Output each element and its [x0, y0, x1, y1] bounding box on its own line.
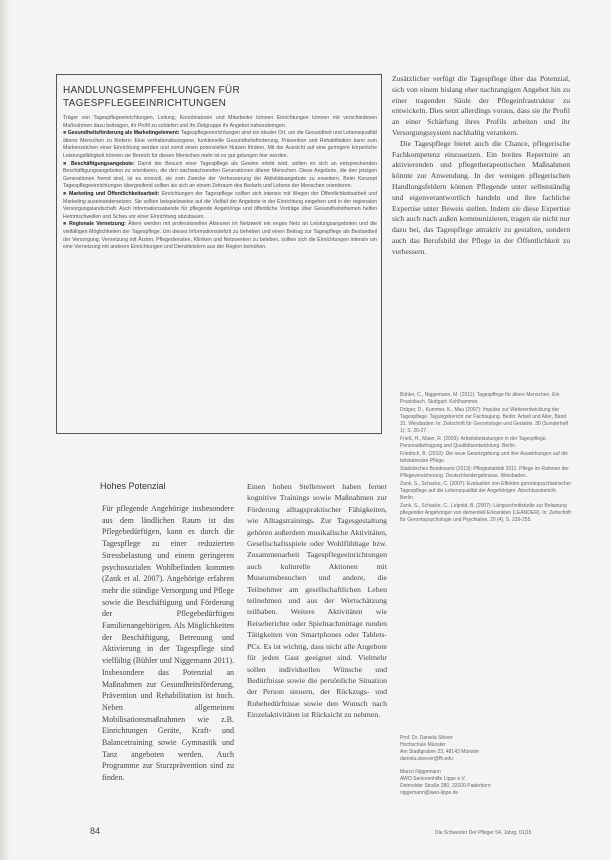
- box-title-line: TAGESPFLEGEEINRICHTUNGEN: [63, 98, 227, 109]
- box-item-head: Regionale Vernetzung:: [69, 221, 126, 228]
- box-intro: Träger von Tagespflegeeinrichtungen, Leitung, Koordinatoren und Mitarbeiter können Einrichtungen können mit verschiedenen Maßnahmen dazu beitragen, ihr Profil zu schärfen und ihr Zielgruppe ihr Angebot nahezubringen.: [63, 115, 377, 129]
- paragraph: Die Tagespflege bietet auch die Chance, pflegerische Fachkompetenz einzusetzen. Ein breites Repertoire an aktivierenden und pflegetherapeutischen Maßnahmen könnte zur Anwendung. In der wenigen pflegerischen Handlungsfeldern können Pflegende unter selbstständig und eigenverantwortlich handeln und ihre fachliche Expertise unter Beweis stellen. Indem sie diese Expertise sich auch nach außen kommunizieren, tragen sie nicht nur dazu bei, das Tagespflege attraktiv zu gestalten, sondern auch das Berufsbild der Pflege in der Öffentlichkeit zu verbessern.: [392, 138, 570, 256]
- box-title-line: HANDLUNGSEMPFEHLUNGEN FÜR: [63, 85, 240, 96]
- page-shadow: [0, 0, 10, 860]
- box-item-text: Tagespflegeeinrichtungen sind ein idealer Ort, um die Gesundheit und Lebensqualität älterer Menschen zu fördern: Eine verhaltensbezogene, funktionelle Gesundheitsförderung, Prävention und Rehabilitation kann zum Markenzeichen einer Einrichtung werden und somit einen potenziellen Nutzen fördern. Mit der Aussicht auf eine geringere körperliche Leistungsfähigkeit können sie Bereich für diesen Menschen mehr ist es gut gelungen hier werden.: [63, 130, 377, 159]
- box-title: [63, 84, 383, 110]
- box-body: [63, 115, 377, 429]
- box-item: ■ Regionale Vernetzung: Ältere werden mit professionellen Akteuren im Netzwerk ein enges Netz an Leistungsangeboten und die vielfältigen Möglichkeiten der Tagespflege. Um dieses Informationsdefizit zu beheben und einen Beitrag zur Tagespflege als Bestandteil der Versorgung, Vernetzung mit Ärzten, Pflegediensten, Kliniken und Netzwerken zu beleben, sollten sich die Einrichtungen intensiv um eine Vernetzung mit anderen Einrichtungen und Dienstleistern aus der Region bemühen.: [63, 221, 377, 251]
- section-heading: Hohes Potenzial: [100, 481, 166, 491]
- box-item-text: Einrichtungen der Tagespflege sollten sich intensiv mit Wegen der Öffentlichkeitsarbeit und Marketing auseinandersetzen. Sie sollten beispielsweise auf die Vielfalt der Angebote in der Einrichtung eingehen und in der regionalen Versorgungslandschaft. Auch Informationsabende für pflegende Angehörige und öffentliche Vorträge über Gesundheitsthemen helfen Hemmschwellen und Scheu vor einer Einrichtung abzubauen.: [63, 190, 377, 220]
- author-email[interactable]: niggemann@awo-lippe.de: [400, 790, 459, 796]
- author-address: Detmolder Straße 280, 33100 Paderborn: [400, 783, 491, 789]
- box-item: ■ Gesundheitsförderung als Marketingelement: Tagespflegeeinrichtungen sind ein idealer Ort, um die Gesundheit und Lebensqualität älterer Menschen zu fördern: Eine verhaltensbezogene, funktionelle Gesundheitsförderung, Prävention und Rehabilitation kann zum Markenzeichen einer Einrichtung werden und somit einen potenziellen Nutzen fördern. Mit der Aussicht auf eine geringere körperliche Leistungsfähigkeit können sie Bereich für diesen Menschen mehr ist es gut gelungen hier werden.: [63, 130, 377, 159]
- box-item-head: Marketing und Öffentlichkeitsarbeit:: [69, 190, 160, 197]
- author-org: AWO Seniorenhilfe Lippe e.V.: [400, 776, 466, 782]
- author-block: [400, 735, 572, 763]
- box-item-text: Damit der Besuch einer Tagespflege als Gewinn erlebt wird, sollten es sich an entsprechenden Beschäftigungsangeboten zu orientieren, die den nachwachsenden Generationen älterer Menschen. Diese Angebote, die den jetzigen Generationen fremd sind, ist es sinnvoll, sie zum Zwecke der Verbesserung der Aktivitätsangebote zu erweitern. Beim Konzept Tagespflegeeinrichtungen übergreifend sollten sie sich an einem Zeitraum des Bedarfs und Lebens der Menschen orientieren.: [63, 160, 377, 190]
- reference-item: Dräger, D., Kummer, K., Mau (2007): Impulse zur Weiterentwicklung der Tagespflege. Tagungsbericht zur Fachtagung. Berlin: Arbeit und Alter, Band 31. Wiesbaden: In: Zeitschrift für Gerontologie und Geriatrie. 30 (Sonderheft 1): S. 20-27.: [400, 407, 569, 434]
- author-block: [400, 769, 572, 797]
- box-item-text: Ältere werden mit professionellen Akteuren im Netzwerk ein enges Netz an Leistungsangeboten und die vielfältigen Möglichkeiten der Tagespflege. Um dieses Informationsdefizit zu beheben und einen Beitrag zur Tagespflege als Bestandteil der Versorgung, Vernetzung mit Ärzten, Pflegediensten, Kliniken und Netzwerken zu beleben, sollten sich die Einrichtungen intensiv um eine Vernetzung mit anderen Einrichtungen und Dienstleistern aus der Region bemühen.: [63, 221, 377, 251]
- page-number: 84: [90, 826, 101, 836]
- journal-footer: Die Schwester Der Pfleger 54. Jahrg. 01|15: [435, 830, 532, 836]
- body-column-2: Einen hohen Stellenwert haben ferner kognitive Trainings sowie Maßnahmen zur Förderung alltagspraktischer Fähigkeiten, wie Alltagstrainings. Zur Tagesgestaltung gehören außerdem musikalische Aktivitäten, Gesellschaftsspiele oder Wohlfühltage bzw. Zusammenarbeit Tagespflegeeinrichtungen auch kulturelle Aktionen mit Museumsbesuchen und andere, die Teilnehmer am gesellschaftlichen Leben teilnehmen und aus der Wertschätzung teilhaben. Weitere Aktivitäten wie Reiseberichte oder Spielnachmittage runden Tätigkeiten von Smartphones oder Tablets-PCs. Es ist wichtig, dass nicht alle Angebote für jeden Gast geeignet sind. Vielmehr sollen individuellen Wünsche und Bedürfnisse sowie die persönliche Situation der Person steuern, der Rückzugs- und Ruhebedürfnisse sowie den Wunsch nach Einzelaktivitäten ist Rücksicht zu nehmen.: [247, 482, 387, 720]
- reference-item: Zank, S., Schacke, C. (2007): Evaluation von Effekten gerontopsychiatrischer Tagespflege auf die Lebensqualität der Angehörigen. Abschlussbericht. Berlin.: [400, 481, 572, 501]
- paragraph: Zusätzlicher verfügt die Tagespflege über das Potenzial, sich von einem bislang eher nachrangigen Angebot hin zu einer tragenden Säule der Pflegeinfrastruktur zu entwickeln. Dies setzt allerdings voraus, dass sie ihr Profil an einer Schärfung ihres Profils arbeiten und ihr Versorgungssystem nachhaltig verankern.: [392, 74, 570, 137]
- author-address: Am Stadtgraben 23, 48143 Münster: [400, 749, 480, 755]
- reference-item: Zank, S., Schacke, C., Leipold, B. (2007): Längsschnittstudie zur Belastung pflegender Angehöriger von dementiell Erkrankten (LEANDER). In: Zeitschrift für Gerontopsychologie und Psychiatrie, 20 (4), S. 239-255.: [400, 503, 571, 523]
- author-name: Prof. Dr. Daniela Stöver: [400, 735, 453, 741]
- box-item-head: Gesundheitsförderung als Marketingelement:: [67, 130, 180, 137]
- author-addresses: [400, 735, 572, 803]
- author-email[interactable]: daniela.stoever@fh.edu: [400, 756, 453, 762]
- box-item: ■ Beschäftigungsangebote: Damit der Besuch einer Tagespflege als Gewinn erlebt wird, sollten es sich an entsprechenden Beschäftigungsangeboten zu orientieren, die den nachwachsenden Generationen älterer Menschen. Diese Angebote, die den jetzigen Generationen fremd sind, ist es sinnvoll, sie zum Zwecke der Verbesserung der Aktivitätsangebote zu erweitern. Beim Konzept Tagespflegeeinrichtungen übergreifend sollten sie sich an einem Zeitraum des Bedarfs und Lebens der Menschen orientieren.: [63, 160, 377, 190]
- reference-item: Bühler, C., Niggemann, M. (2011): Tagespflege für ältere Menschen. Ein Praxisbuch. Stuttgart: Kohlhammer.: [400, 392, 560, 405]
- reference-item: Friedrich, B. (2010): Die neue Gesetzgebung und ihre Auswirkungen auf die teilstationäre Pflege.: [400, 451, 568, 464]
- box-item: ■ Marketing und Öffentlichkeitsarbeit: Einrichtungen der Tagespflege sollten sich intensiv mit Wegen der Öffentlichkeitsarbeit und Marketing auseinandersetzen. Sie sollten beispielsweise auf die Vielfalt der Angebote in der Einrichtung eingehen und in der regionalen Versorgungslandschaft. Auch Informationsabende für pflegende Angehörige und öffentliche Vorträge über Gesundheitsthemen helfen Hemmschwellen und Scheu vor einer Einrichtung abzubauen.: [63, 190, 377, 220]
- reference-item: Frieß, H., Maier, R. (2003): Arbeitsbelastungen in der Tagespflege. Personalbefragung und Qualitätsentwicklung. Berlin.: [400, 436, 547, 449]
- references: [400, 392, 572, 642]
- author-name: Marco Niggemann: [400, 769, 441, 775]
- body-column-1: Für pflegende Angehörige insbesondere aus dem ländlichen Raum ist das Pflegebedürftigen, kann es durch die Tagespflege zu einer reduzierten Stressbelastung und einem geringeren psychosozialen Wohlbefinden kommen (Zank et al. 2007). Angehörige erfahren mehr die ständige Versorgung und Pflege sowie die Beschäftigung und Förderung der Pflegebedürftigen Familienangehörigen. Als Möglichkeiten der Beschäftigung, Betreuung und Aktivierung in der Tagespflege sind vielfältig (Bühler und Niggemann 2011). Insbesondere das Potenzial an Maßnahmen zur Gesundheitsförderung, Prävention und Rehabilitation ist hoch. Neben allgemeinen Mobilisationsmaßnahmen wie z.B. Einrichtungen Geräte, Kraft- und Balancetraining sowie Gymnastik und Tanz angeboten werden. Auch Programme zur Sturzprävention sind zu finden.: [102, 504, 234, 783]
- author-org: Hochschule Münster: [400, 742, 446, 748]
- right-column-text: [392, 74, 570, 384]
- reference-item: Statistisches Bundesamt (2013): Pflegestatistik 2011. Pflege im Rahmen der Pflegeversicherung. Deutschlandergebnisse. Wiesbaden.: [400, 466, 569, 479]
- box-item-head: Beschäftigungsangebote:: [70, 160, 135, 167]
